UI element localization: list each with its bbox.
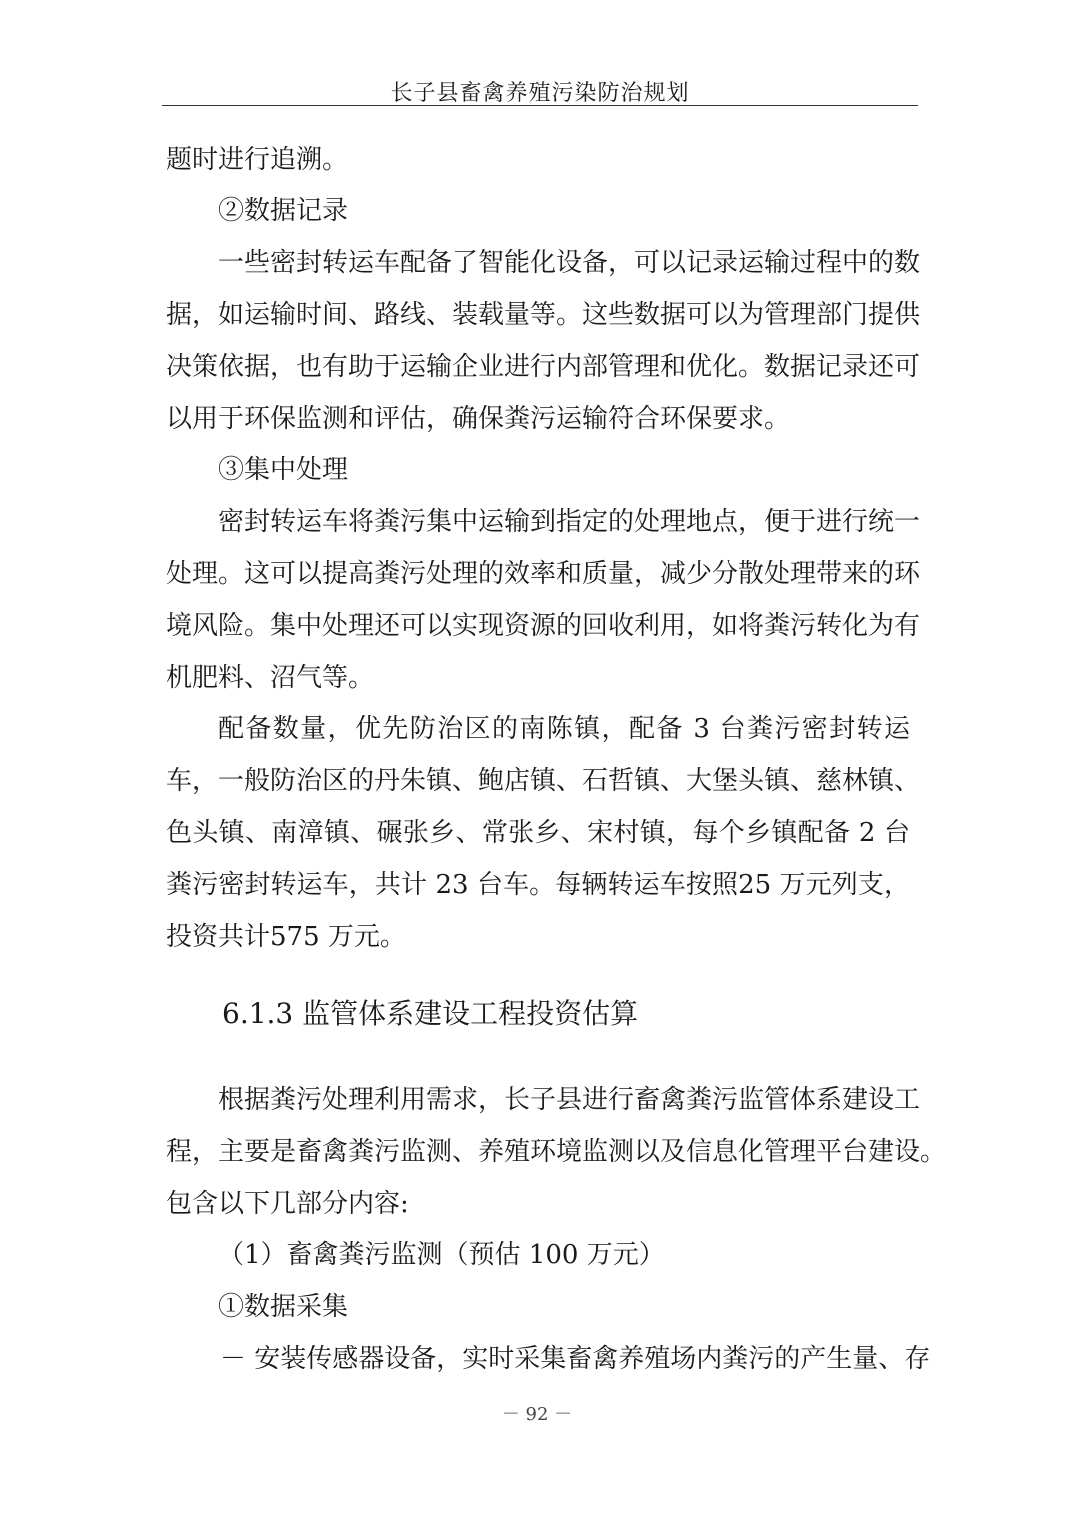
section-heading: 6.1.3 监管体系建设工程投资估算 [222,997,639,1030]
paragraph-line: 车，一般防治区的丹朱镇、鲍店镇、石哲镇、大堡头镇、慈林镇、 [166,766,921,796]
paragraph-line: 处理。这可以提高粪污处理的效率和质量，减少分散处理带来的环 [166,559,921,589]
document-title: 长子县畜禽养殖污染防治规划 [390,81,690,106]
paragraph-line: 色头镇、南漳镇、碾张乡、常张乡、宋村镇，每个乡镇配备 2 台 [166,818,910,848]
paragraph-line: 题时进行追溯。 [166,145,349,175]
paragraph-line: 投资共计575 万元。 [166,922,406,952]
paragraph-line: 决策依据，也有助于运输企业进行内部管理和优化。数据记录还可 [166,352,921,382]
paragraph-line: 密封转运车将粪污集中运输到指定的处理地点，便于进行统一 [218,507,921,537]
paragraph-line: 粪污密封转运车，共计 23 台车。每辆转运车按照25 万元列支， [166,870,910,900]
paragraph-line: 根据粪污处理利用需求，长子县进行畜禽粪污监管体系建设工 [218,1085,921,1115]
paragraph-line: 一些密封转运车配备了智能化设备，可以记录运输过程中的数 [218,248,921,278]
paragraph-line: 机肥料、沼气等。 [166,663,375,693]
subheading-data-recording: ②数据记录 [218,196,349,226]
paragraph-line: 程，主要是畜禽粪污监测、养殖环境监测以及信息化管理平台建设。 [166,1137,947,1167]
paragraph-line: 配备数量，优先防治区的南陈镇，配备 3 台粪污密封转运 [218,714,910,744]
page-number: － 92 － [501,1404,573,1425]
subheading-data-collection: ①数据采集 [218,1292,349,1322]
header-divider [162,105,918,106]
paragraph-line: 境风险。集中处理还可以实现资源的回收利用，如将粪污转化为有 [166,611,921,641]
paragraph-line: 包含以下几部分内容: [166,1189,409,1219]
subheading-centralized-processing: ③集中处理 [218,455,349,485]
paragraph-line: 以用于环保监测和评估，确保粪污运输符合环保要求。 [166,404,791,434]
paragraph-line: 据，如运输时间、路线、装载量等。这些数据可以为管理部门提供 [166,300,921,330]
subheading-manure-monitoring: （1）畜禽粪污监测（预估 100 万元） [218,1240,665,1270]
list-item: － 安装传感器设备，实时采集畜禽养殖场内粪污的产生量、存 [220,1344,931,1374]
